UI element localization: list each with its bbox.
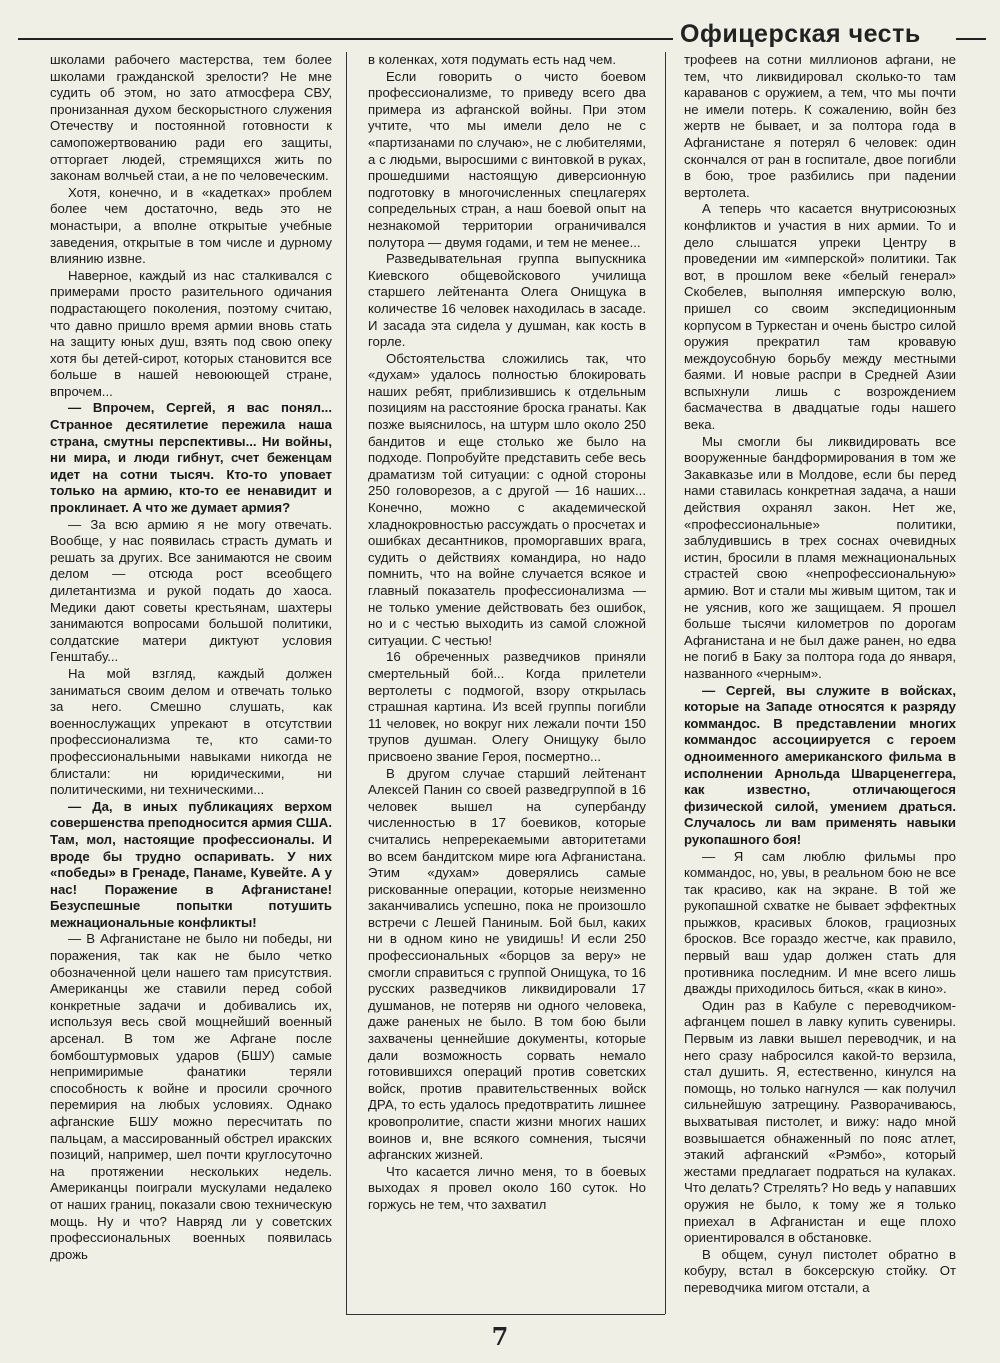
interview-question: — Сергей, вы служите в войсках, которые на Западе относятся к разряду коммандос. В представлении многих коммандос ассоциируется с героем одноименного американского фильма в исполнении Арнольда Шварценеггера, как известно, отличающегося физической силой, умением драться. Случалось ли вам применять навыки рукопашного боя!	[684, 682, 956, 847]
article-paragraph: трофеев на сотни миллионов афгани, не тем, что ликвидировал сколько-то там караванов с оружием, а тем, что мы почти не имели потерь. К сожалению, войн без жертв не бывает, и за полтора года в Афганистане я потерял 6 человек: один скончался от ран в госпитале, двое погибли в бою, трое разбились при падении вертолета.	[684, 52, 956, 200]
article-paragraph: — За всю армию я не могу отвечать. Вообще, у нас появилась страсть думать и решать за других. Все занимаются не своим делом — отсюда рост всеобщего дилетантизма и рукой подать до хаоса. Медики дают советы крестьянам, шахтеры занимаются вопросами большой политики, солдатские матери диктуют условия Генштабу...	[50, 516, 332, 665]
article-paragraph: Разведывательная группа выпускника Киевского общевойскового училища старшего лейтенанта Олега Онищука в количестве 16 человек находилась в засаде. И засада эта сидела у душман, как кость в горле.	[368, 251, 646, 350]
article-paragraph: В другом случае старший лейтенант Алексей Панин со своей разведгруппой в 16 человек вышел на супербанду численностью в 17 боевиков, которые считались непререкаемыми авторитетами во всем бандитском мире юга Афганистана. Этим «духам» доверялись самые рискованные операции, которые неизменно заканчивались успешно, пока не произошло встречи с Лешей Паниным. Бой был, каких ни в одном кино не увидишь! И если 250 профессиональных «борцов за веру» не смогли справиться с группой Онищука, то 16 русских разведчиков ликвидировали 17 душманов, не потеряв ни одного человека, даже раненых не было. В том бою были захвачены ценнейшие документы, которые дали возможность сорвать немало готовившихся операций против советских войск, против правительственных войск ДРА, то есть удалось предотвратить лишнее кровопролитие, спасти жизни многих наших воинов и, вне всякого сомнения, тысячи афганских жизней.	[368, 765, 646, 1163]
article-paragraph: Обстоятельства сложились так, что «духам» удалось полностью блокировать наших ребят, приблизившись к отдельным позициям на расстояние броска гранаты. Как позже выяснилось, на штурм шло около 250 бандитов и еще столько же было на подходе. Попробуйте представить себе весь драматизм той ситуации: с одной стороны 250 головорезов, а с другой — 16 наших... Конечно, можно с академической хладнокровностью рассуждать о просчетах и ошибках десантников, проморгавших врага, судить о действиях командира, но надо помнить, что на войне случается всякое и главный показатель профессионализма — не только умение действовать без ошибок, но и с честью выходить из самой сложной ситуации. С честью!	[368, 350, 646, 648]
column-bottom-rule	[346, 1314, 665, 1315]
article-paragraph: На мой взгляд, каждый должен заниматься своим делом и отвечать только за него. Смешно слушать, как военнослужащих упрекают в отсутствии профессионализма те, кто сами-то профессиональными навыками никогда не блистали: ни юридическими, ни политическими, ни техническими...	[50, 665, 332, 798]
article-paragraph: школами рабочего мастерства, тем более школами гражданской зрелости? Не мне судить об этом, но зато атмосфера СВУ, пронизанная духом бескорыстного служения Отечеству и постоянной готовности к самопожертвованию ради его защиты, отторгает людей, стремящихся жить по законам волчьей стаи, а не по человеческим.	[50, 52, 332, 184]
article-paragraph: в коленках, хотя подумать есть над чем.	[368, 52, 617, 67]
article-paragraph: 16 обреченных разведчиков приняли смертельный бой... Когда прилетели вертолеты с подмогой, взору открылась страшная картина. Из всей группы погибли 11 человек, но вокруг них лежали почти 150 трупов душман. Олегу Онищуку было присвоено звание Героя, посмертно...	[368, 649, 646, 764]
text-column-1	[50, 52, 332, 1311]
header-rule-left	[18, 38, 673, 40]
interview-question: — Да, в иных публикациях верхом совершенства преподносится армия США. Там, мол, настоящие профессионалы. И вроде бы трудно оспаривать. У них «победы» в Гренаде, Панаме, Кувейте. А у нас! Поражение в Афганистане! Безуспешные попытки потушить межнациональные конфликты!	[50, 798, 332, 930]
article-paragraph: Наверное, каждый из нас сталкивался с примерами просто разительного одичания подрастающего поколения, поэтому считаю, что давно пришло время армии вновь стать на защиту юных душ, взять под свою опеку хотя бы детей-сирот, которых становится все больше в нашей невоюющей стране, впрочем...	[50, 267, 332, 399]
article-paragraph: А теперь что касается внутрисоюзных конфликтов и участия в них армии. То и дело слышатся упреки Центру в проведении им «имперской» политики. Так вот, в прошлом веке «белый генерал» Скобелев, выполняя имперскую волю, пришел со своим экспедиционным корпусом в Туркестан и очень быстро силой оружия прекратил там кровавую междоусобную борьбу между местными баями. И новые распри в Средней Азии вспыхнули лишь с возрождением басмачества в двадцатые годы нашего века.	[684, 201, 956, 433]
page-number: 7	[491, 1322, 509, 1351]
text-column-2	[368, 52, 646, 1311]
article-paragraph: Хотя, конечно, и в «кадетках» проблем более чем достаточно, ведь это не монастыри, а вполне открытые учебные заведения, открытые в том числе и дурному влиянию извне.	[50, 184, 332, 267]
interview-question: — Впрочем, Сергей, я вас понял... Странное десятилетие пережила наша страна, смутны перспективы... Ни войны, ни мира, и люди гибнут, счет беженцам идет на сотни тысяч. Кто-то уповает только на армию, кто-то ее ненавидит и проклинает. А что же думает армия?	[50, 400, 332, 516]
article-paragraph: Что касается лично меня, то в боевых выходах я провел около 160 суток. Но горжусь не тем, что захватил	[368, 1163, 646, 1212]
text-column-3	[684, 52, 956, 1311]
article-paragraph: Если говорить о чисто боевом профессионализме, то приведу всего два примера из афганской войны. При этом учтите, что мы имели дело не с «партизанами по случаю», не с любителями, а с людьми, выросшими с винтовкой в руках, прошедшими настоящую диверсионную подготовку в многочисленных спецлагерях сопредельных стран, а наш боевой опыт на незнакомой территории ограничивался полутора — двумя годами, и тем не менее...	[368, 68, 646, 250]
header-rule-right	[956, 38, 986, 40]
article-paragraph: Один раз в Кабуле с переводчиком-афганцем пошел в лавку купить сувениры. Первым из лавки вышел переводчик, и на него сразу набросился какой-то верзила, стал душить. Я, естественно, кинулся на помощь, но только нагнулся — как получил сильнейшую затрещину. Разворачиваюсь, выхватывая пистолет, и вижу: надо мной возвышается обнаженный по пояс атлет, этакий афганский «Рэмбо», который жестами предлагает подраться на кулаках. Что делать? Стрелять? Но ведь у напавших оружия не было, к тому же я только приехал в Афганистан и еще плохо ориентировался в обстановке.	[684, 997, 956, 1246]
section-title: Офицерская честь	[680, 20, 921, 48]
article-paragraph: — В Афганистане не было ни победы, ни поражения, так как не было четко обозначенной цели нашего там присутствия. Американцы же ставили перед собой конкретные задачи и добивались их, используя весь свой мощнейший военный арсенал. В том же Афгане после бомбоштурмовых ударов (БШУ) самые непримиримые фанатики теряли способность к войне и просили срочного перемирия на любых условиях. Однако афганские БШУ можно пересчитать по пальцам, а массированный обстрел иракских позиций, например, шел почти круглосуточно на протяжении нескольких недель. Американцы поиграли мускулами недалеко от наших границ, показали свою техническую мощь. Ну и что? Навряд ли у советских профессиональных военных появилась дрожь	[50, 931, 332, 1262]
column-divider-1	[346, 52, 347, 1314]
column-divider-2	[665, 52, 666, 1314]
article-paragraph: В общем, сунул пистолет обратно в кобуру, встал в боксерскую стойку. От переводчика мигом отстали, а	[684, 1246, 956, 1295]
article-paragraph: — Я сам люблю фильмы про коммандос, но, увы, в реальном бою не все так красиво, как на экране. В той же рукопашной схватке не бывает эффектных прыжков, красивых блоков, грациозных бросков. Все гораздо жестче, как правило, первый ваш удар должен стать для противника последним. И мне всего лишь дважды приходилось биться, «как в кино».	[684, 848, 956, 997]
article-paragraph: Мы смогли бы ликвидировать все вооруженные бандформирования в том же Закавказье или в Молдове, если бы перед нами ставилась конкретная задача, а наши действия охранял закон. Нет же, «профессиональные» политики, заблудившись в трех соснах очевидных истин, бросили в пламя межнациональных страстей свою «непрофессиональную» армию. Вот и стали мы живым щитом, так и не уяснив, кого же защищаем. Я прошел больше тысячи километров по дорогам Афганистана и не был даже ранен, но едва не погиб в Баку за полтора года до января, названного «черным».	[684, 433, 956, 681]
